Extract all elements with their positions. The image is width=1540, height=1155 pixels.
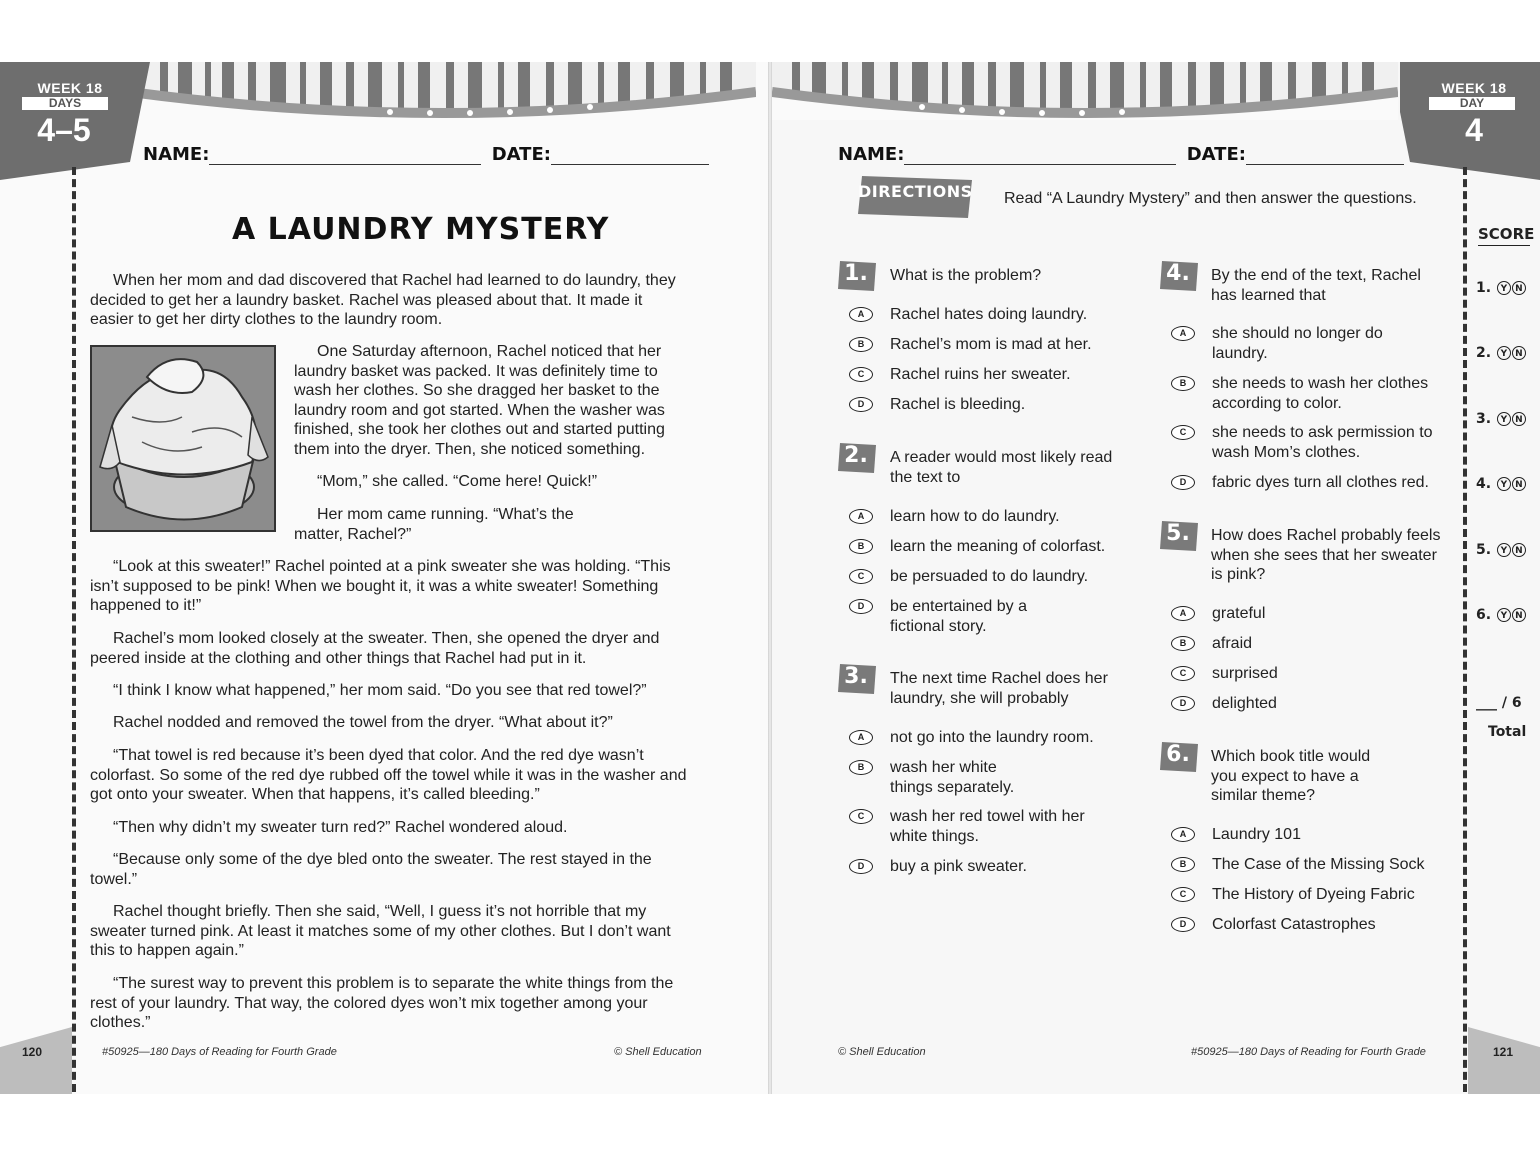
page-corner xyxy=(0,1027,72,1094)
answer-bubble[interactable]: B xyxy=(849,760,873,775)
no-bubble[interactable]: N xyxy=(1512,477,1526,491)
answer-bubble[interactable]: D xyxy=(849,859,873,874)
story-paragraph: “That towel is red because it’s been dyed that color. And the red dye wasn’t colorfast. So some of the red dye rubbed off the towel while it was in the washer and got onto your sweater. When that happens, it’s called bleeding.” xyxy=(90,747,687,804)
dashed-margin-line xyxy=(1463,167,1467,1092)
week-day-tab xyxy=(1400,62,1540,180)
score-total-line[interactable]: ___ / 6 xyxy=(1476,695,1522,711)
story-paragraph: “Look at this sweater!” Rachel pointed at a pink sweater she was holding. “This isn’t supposed to be pink! When we bought it, it was a white sweater! Something happened to it!” xyxy=(90,558,671,615)
answer-bubble[interactable]: C xyxy=(1171,666,1195,681)
book-spread: WEEK 18 DAYS 4–5 NAME: DATE: A LAUNDRY MYSTERY When her mom and dad discovered that Rachel had learned to do laundry, they decided to get her a laundry basket. Rachel was pleased about that. It made it easier to get her dirty clothes to the laundry room. One Saturday afternoon, Rachel noticed that her laundry basket was packed. It was definitely time to wash her clothes. So she dragged her basket to the laundry room and got started. When the washer was finished, she took her clothes out and started putting them into the dryer. Then, she noticed something. “Mom,” she called. “Come here! Quick!” Her mom came running. “What’s the matter, Rachel?” “Look at this sweater!” Rachel pointed at a pink sweater she was holding. “This isn’t supposed to be pink! When we bought it, it was a white sweater! Something happened to it!” Rachel’s mom looked closely at the sweater. Then, she opened the dryer and peered inside at the clothing and other things that Rachel had put in it. “I think I know what happened,” her mom said. “Do you see that red towel?” Rachel nodded and removed the towel from the dryer. “What about it?” “That towel is red because it’s been dyed that color. And the red dye wasn’t colorfast. So some of the red dye rubbed off the towel while it was in the washer and got onto your sweater. When that happens, it’s called bleeding.” “Then why didn’t my sweater turn red?” Rachel wondered aloud. “Because only some of the dye bled onto the sweater. The rest stayed in the towel.” Rachel thought briefly. Then she said, “Well, I guess it’s not horrible that my sweater turned pink. At least it matches some of my other clothes. But I don’t want this to happen again.” “The surest way to prevent this problem is to separate the white things from the rest of your laundry. That way, the colored dyes won’t mix together among your clothes.” 120 #50925—180 Days of Reading for Fourth Grade © Shell Education WEEK 18 DAY 4 NAME: DATE: DIRECTIONS Read “A Laundry Mystery” and then answer the questions. 1. What is the problem? A Rachel hates doing laundry. B Rachel’s mom is mad at her. C Rachel ruins her sweater. D Rachel is bleeding. 2. A reader would most likely read the text to A learn how to do laundry. B learn the meaning of colorfast. C be persuaded to do laundry. D be entertained by a fictional story. 3. The next time Rachel does her laundry, she will probably A not go into the laundry room. B wash her white things separately. C wash her red towel with her white things. D buy a pink sweater. 4. By the end of the text, Rachel has learned that A she should no longer do laundry. B she needs to wash her clothes according to color. C she needs to ask permission to wash Mom’s clothes. D fabric dyes turn all clothes red. 5. How does Rachel probably feels when she sees that her sweater is pink? A grateful B afraid C surprised D delighted 6. Which book title would you expect to have a similar theme? A Laundry 101 B The Case of the Missing Sock C The History of Dyeing Fabric D Colorfast Catastrophes SCORE 1. Y N 2. Y N 3. Y N 4. Y N 5. Y N 6. Y N ___ / 6 Total 121 © Shell Education #50925—180 Days of Reading for Fourth Grade xyxy=(0,62,1540,1094)
story-paragraph: “Because only some of the dye bled onto the sweater. The rest stayed in the towel.” xyxy=(90,851,652,888)
story-paragraph: Rachel’s mom looked closely at the sweater. Then, she opened the dryer and peered inside at the clothing and other things that Rachel had put in it. xyxy=(90,630,660,667)
story-paragraph: One Saturday afternoon, Rachel noticed that her laundry basket was packed. It was definitely time to wash her clothes. So she dragged her basket to the laundry room and got started. When the washer was finished, she took her clothes out and started putting them into the dryer. Then, she noticed something. xyxy=(294,343,665,458)
story-paragraph: “I think I know what happened,” her mom said. “Do you see that red towel?” xyxy=(113,682,647,699)
answer-bubble[interactable]: B xyxy=(849,539,873,554)
answer-bubble[interactable]: C xyxy=(849,367,873,382)
yes-bubble[interactable]: Y xyxy=(1497,477,1511,491)
answer-bubble[interactable]: A xyxy=(849,307,873,322)
yes-bubble[interactable]: Y xyxy=(1497,281,1511,295)
answer-bubble[interactable]: D xyxy=(849,599,873,614)
name-date-row xyxy=(143,144,709,165)
question-text: By the end of the text, Rachel has learned that xyxy=(1211,267,1421,304)
date-label: DATE: xyxy=(491,144,551,165)
footer-publisher: © Shell Education xyxy=(614,1046,702,1058)
score-row: 4. Y N xyxy=(1476,476,1526,492)
answer-bubble[interactable]: C xyxy=(849,809,873,824)
story-paragraph: Rachel thought briefly. Then she said, “Well, I guess it’s not horrible that my sweater turned pink. At least it matches some of my other clothes. But I don’t want this to happen again.” xyxy=(90,903,671,960)
answer-bubble[interactable]: D xyxy=(849,397,873,412)
question-number-badge: 1. xyxy=(838,259,878,293)
days-label: DAYS xyxy=(22,97,108,110)
answer-bubble[interactable]: B xyxy=(1171,857,1195,872)
question-text: How does Rachel probably feels when she sees that her sweater is pink? xyxy=(1211,527,1441,584)
question-text: The next time Rachel does her laundry, she will probably xyxy=(890,670,1108,707)
answer-bubble[interactable]: A xyxy=(1171,326,1195,341)
page-number: 120 xyxy=(22,1045,43,1059)
question-text: A reader would most likely read the text to xyxy=(890,449,1113,486)
question-number-badge: 5. xyxy=(1160,519,1200,553)
question-number-badge: 2. xyxy=(838,441,878,475)
week-day-tab xyxy=(0,62,140,180)
date-field[interactable] xyxy=(1246,146,1404,165)
directions-badge xyxy=(858,174,973,222)
score-row: 3. Y N xyxy=(1476,411,1526,427)
answer-bubble[interactable]: A xyxy=(849,509,873,524)
answer-bubble[interactable]: A xyxy=(1171,827,1195,842)
yes-bubble[interactable]: Y xyxy=(1497,412,1511,426)
question-text: What is the problem? xyxy=(890,267,1042,284)
yes-bubble[interactable]: Y xyxy=(1497,346,1511,360)
no-bubble[interactable]: N xyxy=(1512,608,1526,622)
answer-bubble[interactable]: D xyxy=(1171,696,1195,711)
story-paragraph: “Then why didn’t my sweater turn red?” Rachel wondered aloud. xyxy=(113,819,568,836)
no-bubble[interactable]: N xyxy=(1512,412,1526,426)
week-label: WEEK 18 xyxy=(37,80,103,96)
answer-bubble[interactable]: A xyxy=(849,730,873,745)
answer-bubble[interactable]: A xyxy=(1171,606,1195,621)
answer-bubble[interactable]: C xyxy=(1171,887,1195,902)
week-label: WEEK 18 xyxy=(1441,80,1507,96)
directions-text: Read “A Laundry Mystery” and then answer the questions. xyxy=(1004,190,1417,207)
story-paragraph: Rachel nodded and removed the towel from the dryer. “What about it?” xyxy=(113,714,613,731)
question-number-badge: 6. xyxy=(1160,740,1200,774)
days-value: 4–5 xyxy=(37,112,91,148)
question-number-badge: 3. xyxy=(838,662,878,696)
page-number: 121 xyxy=(1493,1045,1514,1059)
day-label: DAY xyxy=(1429,97,1515,110)
answer-bubble[interactable]: D xyxy=(1171,475,1195,490)
footer-book: #50925—180 Days of Reading for Fourth Grade xyxy=(1191,1046,1426,1058)
answer-bubble[interactable]: B xyxy=(849,337,873,352)
question-number-badge: 4. xyxy=(1160,259,1200,293)
story-paragraph: When her mom and dad discovered that Rachel had learned to do laundry, they decided to get her a laundry basket. Rachel was pleased about that. It made it easier to get her dirty clothes to the laundry room. xyxy=(90,272,676,329)
score-row: 1. Y N xyxy=(1476,280,1526,296)
name-label: NAME: xyxy=(838,144,905,165)
striped-banner xyxy=(130,62,756,120)
day-value: 4 xyxy=(1465,112,1483,148)
no-bubble[interactable]: N xyxy=(1512,346,1526,360)
directions-label: DIRECTIONS xyxy=(858,182,973,201)
score-row: 2. Y N xyxy=(1476,345,1526,361)
story-paragraph: Her mom came running. “What’s the matter, Rachel?” xyxy=(294,506,574,543)
name-field[interactable] xyxy=(904,146,1176,165)
left-page xyxy=(0,62,768,1094)
dashed-margin-line xyxy=(72,167,76,1092)
answer-bubble[interactable]: B xyxy=(1171,636,1195,651)
score-row: 6. Y N xyxy=(1476,607,1526,623)
score-total-label: Total xyxy=(1488,724,1527,740)
story-paragraph: “Mom,” she called. “Come here! Quick!” xyxy=(317,473,598,490)
yes-bubble[interactable]: Y xyxy=(1497,543,1511,557)
date-label: DATE: xyxy=(1186,144,1246,165)
yes-bubble[interactable]: Y xyxy=(1497,608,1511,622)
question-text: Which book title would you expect to have a similar theme? xyxy=(1211,748,1371,805)
score-header: SCORE xyxy=(1478,225,1530,246)
name-field[interactable] xyxy=(209,146,481,165)
answer-bubble[interactable]: C xyxy=(849,569,873,584)
story-title: A LAUNDRY MYSTERY xyxy=(232,212,610,247)
name-label: NAME: xyxy=(143,144,210,165)
laundry-basket-illustration xyxy=(90,345,276,532)
footer-book: #50925—180 Days of Reading for Fourth Grade xyxy=(102,1046,337,1058)
answer-bubble[interactable]: B xyxy=(1171,376,1195,391)
no-bubble[interactable]: N xyxy=(1512,543,1526,557)
striped-banner xyxy=(772,62,1398,120)
story-paragraph: “The surest way to prevent this problem is to separate the white things from the rest of your laundry. That way, the colored dyes won’t mix together among your clothes.” xyxy=(90,975,674,1032)
answer-bubble[interactable]: C xyxy=(1171,425,1195,440)
answer-bubble[interactable]: D xyxy=(1171,917,1195,932)
footer-publisher: © Shell Education xyxy=(838,1046,926,1058)
score-row: 5. Y N xyxy=(1476,542,1526,558)
no-bubble[interactable]: N xyxy=(1512,281,1526,295)
name-date-row xyxy=(838,144,1404,165)
date-field[interactable] xyxy=(551,146,709,165)
